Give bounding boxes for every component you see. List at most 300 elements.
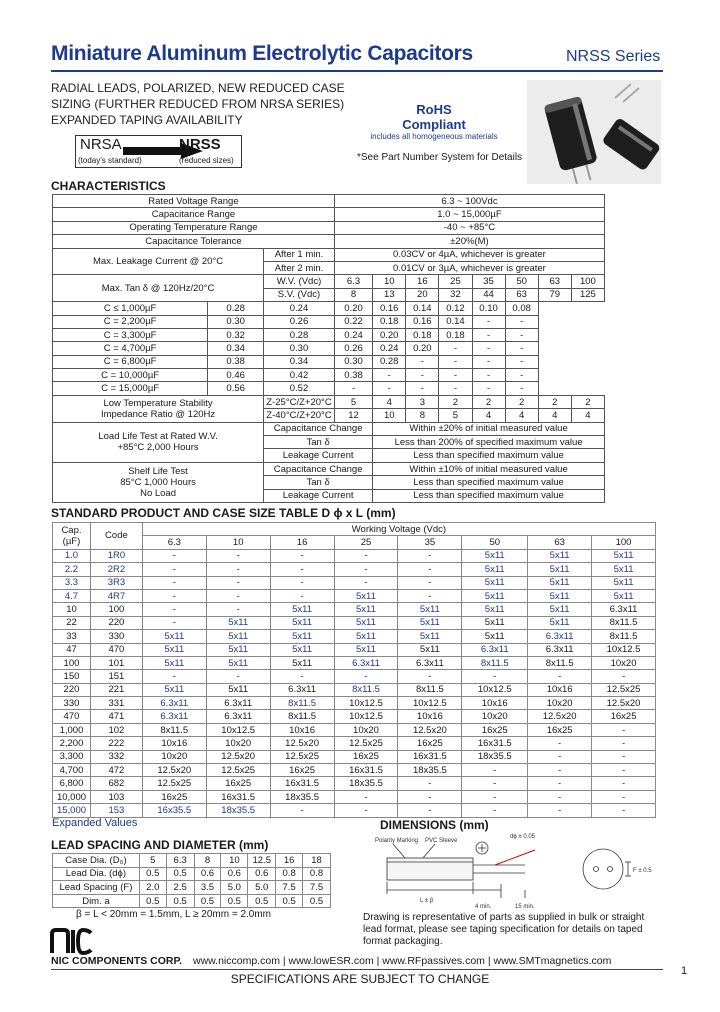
table-cell: 0.18 (439, 328, 472, 341)
table-row (53, 208, 605, 221)
table-row (53, 523, 656, 536)
table-cell: 471 (90, 710, 142, 723)
table-header-cell: 50 (462, 536, 528, 549)
table-cell: 5x11 (398, 603, 462, 616)
table-cell: 5x11 (398, 616, 462, 629)
table-cell: 0.32 (208, 328, 264, 341)
table-cell: 472 (90, 764, 142, 777)
table-cell: 63 (538, 275, 571, 288)
table-cell: 6.3 (166, 854, 194, 868)
table-cell: 12.5x25 (334, 737, 398, 750)
table-row (53, 643, 656, 656)
table-cell: Rated Voltage Range (53, 195, 335, 208)
spec-notice: SPECIFICATIONS ARE SUBJECT TO CHANGE (230, 972, 490, 986)
table-cell: 18x35.5 (334, 777, 398, 790)
table-cell: 0.5 (303, 894, 331, 908)
table-cell: 4R7 (90, 589, 142, 602)
table-cell: 330 (90, 630, 142, 643)
expanded-values-legend: Expanded Values (52, 817, 138, 829)
table-cell: 0.28 (208, 302, 264, 315)
table-cell: 10 (53, 603, 91, 616)
table-cell: - (270, 576, 334, 589)
table-cell: 0.38 (334, 369, 372, 382)
table-header-cell: Code (90, 523, 142, 550)
table-cell: - (334, 382, 372, 395)
table-row (53, 248, 605, 261)
characteristics-heading: CHARACTERISTICS (51, 179, 166, 193)
table-cell: Within ±20% of initial measured value (373, 422, 605, 435)
table-cell: Capacitance Tolerance (53, 235, 335, 248)
table-cell: Less than specified maximum value (373, 476, 605, 489)
table-cell: 3R3 (90, 576, 142, 589)
rohs-subtext: includes all homogeneous materials (370, 132, 498, 141)
intro-line: EXPANDED TAPING AVAILABILITY (51, 113, 243, 127)
table-cell: 10x16 (528, 683, 592, 696)
table-cell: 470 (90, 643, 142, 656)
table-cell: 3 (406, 395, 439, 408)
table-cell: Tan δ (264, 436, 373, 449)
table-cell: 4 (472, 409, 505, 422)
table-cell: 0.5 (276, 894, 303, 908)
table-cell: 10x12.5 (592, 643, 656, 656)
table-cell: 8x11.5 (528, 656, 592, 669)
table-cell: Z-40°C/Z+20°C (264, 409, 335, 422)
table-cell: - (334, 790, 398, 803)
table-header-cell: Working Voltage (Vdc) (142, 523, 655, 536)
table-row (53, 656, 656, 669)
table-row (53, 683, 656, 696)
intro-text (51, 80, 345, 128)
table-cell: 5x11 (462, 630, 528, 643)
table-cell: 0.28 (373, 355, 406, 368)
cell-line: Cap. (61, 524, 82, 536)
table-cell: 12.5x20 (592, 697, 656, 710)
table-cell: - (472, 315, 505, 328)
table-cell: 5x11 (334, 603, 398, 616)
table-cell: 8x11.5 (592, 630, 656, 643)
table-cell: 12.5x20 (270, 737, 334, 750)
table-cell: - (398, 790, 462, 803)
lead-dia-label: dϕ ± 0.05 (510, 834, 536, 840)
table-cell: - (142, 589, 206, 602)
table-cell: 16 (276, 854, 303, 868)
table-cell: 10x12.5 (206, 723, 270, 736)
table-cell: 12.5x20 (528, 710, 592, 723)
table-cell: - (270, 804, 334, 817)
table-cell: 12.5x20 (398, 723, 462, 736)
table-cell: 470 (53, 710, 91, 723)
table-cell: 5.0 (248, 881, 276, 895)
table-cell: 2.5 (166, 881, 194, 895)
table-cell: 5x11 (142, 683, 206, 696)
table-row (53, 422, 605, 435)
table-cell: 16x25 (528, 723, 592, 736)
table-cell: - (270, 589, 334, 602)
table-cell: 18x35.5 (398, 764, 462, 777)
table-cell: 10,000 (53, 790, 91, 803)
table-cell: 16x25 (270, 764, 334, 777)
table-cell: 150 (53, 670, 91, 683)
table-cell: 8x11.5 (398, 683, 462, 696)
table-cell: Less than specified maximum value (373, 489, 605, 502)
table-cell: 4 (373, 395, 406, 408)
table-cell: - (206, 670, 270, 683)
table-cell: 5x11 (592, 549, 656, 562)
to-series-name: NRSS (179, 136, 221, 153)
table-cell: 5x11 (142, 630, 206, 643)
table-cell: 3.3 (53, 576, 91, 589)
table-cell: 10 (373, 275, 406, 288)
table-row (53, 894, 331, 908)
table-cell: 63 (505, 288, 538, 301)
table-row (53, 355, 605, 368)
table-header-cell: 100 (592, 536, 656, 549)
table-cell: 5x11 (270, 603, 334, 616)
product-table-heading: STANDARD PRODUCT AND CASE SIZE TABLE D ϕ x L (mm) (51, 506, 396, 520)
table-cell: - (505, 315, 538, 328)
table-cell: - (398, 804, 462, 817)
table-cell: - (142, 616, 206, 629)
table-cell: 47 (53, 643, 91, 656)
cell-line: Impedance Ratio @ 120Hz (100, 408, 216, 420)
table-cell: 0.5 (166, 867, 194, 881)
table-cell: 5x11 (334, 630, 398, 643)
table-cell: 0.38 (208, 355, 264, 368)
table-row (53, 723, 656, 736)
table-cell: 10x20 (528, 697, 592, 710)
table-cell: - (592, 670, 656, 683)
table-cell: 5x11 (270, 616, 334, 629)
table-cell: 0.6 (248, 867, 276, 881)
table-cell (53, 422, 264, 462)
table-cell: 0.24 (373, 342, 406, 355)
table-cell: 10x16 (142, 737, 206, 750)
table-cell: 331 (90, 697, 142, 710)
table-cell: Capacitance Change (264, 462, 373, 475)
table-cell: 0.03CV or 4µA, whichever is greater (334, 248, 604, 261)
table-cell: Case Dia. (D₀) (53, 854, 140, 868)
table-cell: 5x11 (462, 603, 528, 616)
table-cell: 2 (439, 395, 472, 408)
table-cell: - (528, 790, 592, 803)
table-row (53, 764, 656, 777)
table-cell: 0.22 (334, 315, 372, 328)
table-cell: - (142, 549, 206, 562)
table-cell: 0.16 (406, 315, 439, 328)
table-cell: 5x11 (398, 630, 462, 643)
table-row (53, 616, 656, 629)
table-cell: - (592, 737, 656, 750)
table-cell: 103 (90, 790, 142, 803)
table-cell: 0.5 (166, 894, 194, 908)
table-cell: 5 (439, 409, 472, 422)
table-cell: 5x11 (206, 656, 270, 669)
table-cell: 5x11 (270, 656, 334, 669)
table-cell: 151 (90, 670, 142, 683)
table-cell: 0.34 (264, 355, 335, 368)
table-cell: - (472, 342, 505, 355)
polarity-label: Polarity Marking (375, 838, 419, 844)
table-cell: Lead Dia. (dϕ) (53, 867, 140, 881)
table-row (53, 195, 605, 208)
table-cell: 4 (505, 409, 538, 422)
cell-line: (µF) (62, 535, 81, 547)
table-cell: 22 (53, 616, 91, 629)
table-row (53, 382, 605, 395)
from-series-note: (today's standard) (78, 156, 142, 165)
table-row (53, 235, 605, 248)
table-cell: 2R2 (90, 563, 142, 576)
table-cell: 0.08 (505, 302, 538, 315)
table-cell: 32 (439, 288, 472, 301)
table-row (53, 867, 331, 881)
table-cell: 16x25 (462, 723, 528, 736)
table-cell: 0.5 (248, 894, 276, 908)
cell-line: Shelf Life Test (128, 465, 188, 477)
table-cell: - (142, 603, 206, 616)
part-number-note: *See Part Number System for Details (357, 152, 523, 163)
table-cell: - (592, 750, 656, 763)
table-cell: - (528, 737, 592, 750)
table-cell: 0.20 (406, 342, 439, 355)
table-cell: - (142, 563, 206, 576)
table-cell: 2,200 (53, 737, 91, 750)
table-header-cell: 63 (528, 536, 592, 549)
table-cell: 6.3x11 (398, 656, 462, 669)
table-cell: - (334, 549, 398, 562)
rohs-badge (368, 102, 500, 141)
table-cell: 5x11 (206, 616, 270, 629)
table-header-cell (53, 523, 91, 550)
table-cell: 5x11 (592, 576, 656, 589)
table-cell: 5x11 (334, 643, 398, 656)
table-cell: - (206, 576, 270, 589)
table-cell: 5x11 (462, 563, 528, 576)
table-cell: 0.12 (439, 302, 472, 315)
table-cell: 12.5x20 (142, 764, 206, 777)
table-cell: 16x35.5 (142, 804, 206, 817)
table-cell: - (206, 589, 270, 602)
table-cell: 5 (334, 395, 372, 408)
footer-links[interactable]: www.niccomp.com | www.lowESR.com | www.RFpassives.com | www.SMTmagnetics.com (193, 955, 612, 967)
table-cell: 222 (90, 737, 142, 750)
table-cell: 16x25 (142, 790, 206, 803)
table-cell: C = 2,200µF (53, 315, 208, 328)
table-cell: - (142, 670, 206, 683)
table-cell: 2 (571, 395, 604, 408)
table-header-cell: 35 (398, 536, 462, 549)
table-cell: 8 (194, 854, 221, 868)
table-cell: 2.0 (139, 881, 166, 895)
table-cell: 0.8 (276, 867, 303, 881)
table-cell: - (270, 563, 334, 576)
table-cell: 10x12.5 (462, 683, 528, 696)
spacing-label: F ± 0.5 (633, 868, 652, 874)
table-cell: 1.0 ~ 15,000µF (334, 208, 604, 221)
table-row (53, 881, 331, 895)
rohs-compliant: Compliant (402, 117, 466, 132)
footer-rule (51, 969, 663, 970)
table-row (53, 710, 656, 723)
table-cell: 5x11 (462, 589, 528, 602)
table-cell: 2.2 (53, 563, 91, 576)
table-cell: 5x11 (334, 616, 398, 629)
table-cell: 10x12.5 (398, 697, 462, 710)
drawing-note: Drawing is representative of parts as supplied in bulk or straight lead format, please see taping specification for details on taped format packaging. (363, 912, 645, 947)
cell-line: Low Temperature Stability (103, 397, 213, 409)
table-cell: 6.3x11 (270, 683, 334, 696)
table-cell: Less than specified maximum value (373, 449, 605, 462)
table-cell: 8x11.5 (142, 723, 206, 736)
table-cell: - (406, 355, 439, 368)
table-row (53, 563, 656, 576)
lead-rows (53, 854, 331, 908)
table-cell: 1,000 (53, 723, 91, 736)
table-cell: - (373, 382, 406, 395)
table-cell: 10x20 (334, 723, 398, 736)
table-cell: - (398, 563, 462, 576)
table-cell: 5x11 (334, 589, 398, 602)
table-cell: 6.3x11 (206, 710, 270, 723)
table-cell: - (439, 355, 472, 368)
beta-note: β = L < 20mm = 1.5mm, L ≥ 20mm = 2.0mm (76, 909, 272, 920)
table-row (53, 630, 656, 643)
table-cell: 8 (406, 409, 439, 422)
table-cell: 8x11.5 (270, 710, 334, 723)
table-cell: 0.24 (334, 328, 372, 341)
table-cell: - (439, 342, 472, 355)
table-cell: 0.26 (334, 342, 372, 355)
table-cell (53, 395, 264, 422)
table-cell: 0.6 (221, 867, 248, 881)
table-row (53, 302, 605, 315)
table-cell: 7.5 (276, 881, 303, 895)
table-cell: 5.0 (221, 881, 248, 895)
table-cell: 10x20 (206, 737, 270, 750)
table-cell: - (270, 549, 334, 562)
table-row (53, 737, 656, 750)
table-row (53, 589, 656, 602)
table-row (53, 670, 656, 683)
table-cell: 0.14 (439, 315, 472, 328)
table-row (53, 750, 656, 763)
table-cell: Leakage Current (264, 449, 373, 462)
company-name: NIC COMPONENTS CORP. (51, 955, 183, 967)
table-cell: 6.3x11 (592, 603, 656, 616)
table-cell: 0.20 (334, 302, 372, 315)
table-row (53, 576, 656, 589)
table-cell: - (206, 563, 270, 576)
table-cell: 33 (53, 630, 91, 643)
table-cell: 4.7 (53, 589, 91, 602)
table-cell: 0.24 (264, 302, 335, 315)
table-cell: - (592, 764, 656, 777)
table-cell: 5x11 (528, 576, 592, 589)
table-cell: 79 (538, 288, 571, 301)
table-cell: 125 (571, 288, 604, 301)
table-cell: 12.5x25 (270, 750, 334, 763)
table-cell: 6.3x11 (206, 697, 270, 710)
table-cell: - (592, 790, 656, 803)
characteristics-table (52, 194, 605, 503)
table-cell: 10x16 (270, 723, 334, 736)
table-cell: - (439, 369, 472, 382)
table-cell: 0.20 (373, 328, 406, 341)
table-cell: 0.5 (194, 894, 221, 908)
table-cell: 6.3x11 (462, 643, 528, 656)
table-header-cell: 10 (206, 536, 270, 549)
capacitor-photo (527, 80, 661, 184)
table-cell: 5x11 (462, 616, 528, 629)
table-cell: 7.5 (303, 881, 331, 895)
table-cell: 5x11 (528, 616, 592, 629)
table-cell: Tan δ (264, 476, 373, 489)
table-cell: 44 (472, 288, 505, 301)
to-series-note: (reduced sizes) (179, 156, 234, 165)
table-cell: 153 (90, 804, 142, 817)
table-row (53, 549, 656, 562)
table-cell: 682 (90, 777, 142, 790)
table-cell: 8x11.5 (592, 616, 656, 629)
table-row (53, 536, 656, 549)
table-cell: 4 (538, 409, 571, 422)
rohs-title: RoHS (416, 102, 452, 117)
table-cell: 0.8 (303, 867, 331, 881)
dimensions-heading: DIMENSIONS (mm) (380, 818, 489, 832)
table-cell: - (398, 670, 462, 683)
pvc-label: PVC Sleeve (425, 838, 458, 844)
table-cell: 10 (373, 409, 406, 422)
table-cell: 0.5 (221, 894, 248, 908)
table-cell: 10x16 (398, 710, 462, 723)
table-cell: - (462, 670, 528, 683)
table-cell: 332 (90, 750, 142, 763)
table-cell: 0.18 (373, 315, 406, 328)
table-cell: C = 4,700µF (53, 342, 208, 355)
table-cell: 5 (139, 854, 166, 868)
table-cell: 0.16 (373, 302, 406, 315)
table-cell: C = 6,800µF (53, 355, 208, 368)
footer (51, 955, 663, 967)
table-row (53, 221, 605, 234)
table-cell: - (528, 764, 592, 777)
table-cell: Less than 200% of specified maximum value (373, 436, 605, 449)
table-cell: 0.5 (139, 867, 166, 881)
table-cell: 6,800 (53, 777, 91, 790)
table-cell: - (592, 777, 656, 790)
table-cell: 8x11.5 (334, 683, 398, 696)
table-cell: - (439, 382, 472, 395)
cell-line: No Load (140, 487, 176, 499)
table-cell: 35 (472, 275, 505, 288)
table-cell: 16x25 (398, 737, 462, 750)
min-15-label: 15 min. (515, 904, 535, 910)
page-title: Miniature Aluminum Electrolytic Capacitors (51, 42, 473, 65)
table-cell: 5x11 (206, 630, 270, 643)
table-cell: - (472, 355, 505, 368)
table-cell: 20 (406, 288, 439, 301)
table-cell: 18 (303, 854, 331, 868)
table-cell: 1R0 (90, 549, 142, 562)
table-cell: 0.42 (264, 369, 335, 382)
table-cell: 2 (538, 395, 571, 408)
table-cell: - (334, 563, 398, 576)
table-cell: - (472, 382, 505, 395)
table-cell: 1.0 (53, 549, 91, 562)
product-rows (53, 549, 656, 817)
table-cell: 16x31.5 (398, 750, 462, 763)
table-cell: 0.30 (334, 355, 372, 368)
